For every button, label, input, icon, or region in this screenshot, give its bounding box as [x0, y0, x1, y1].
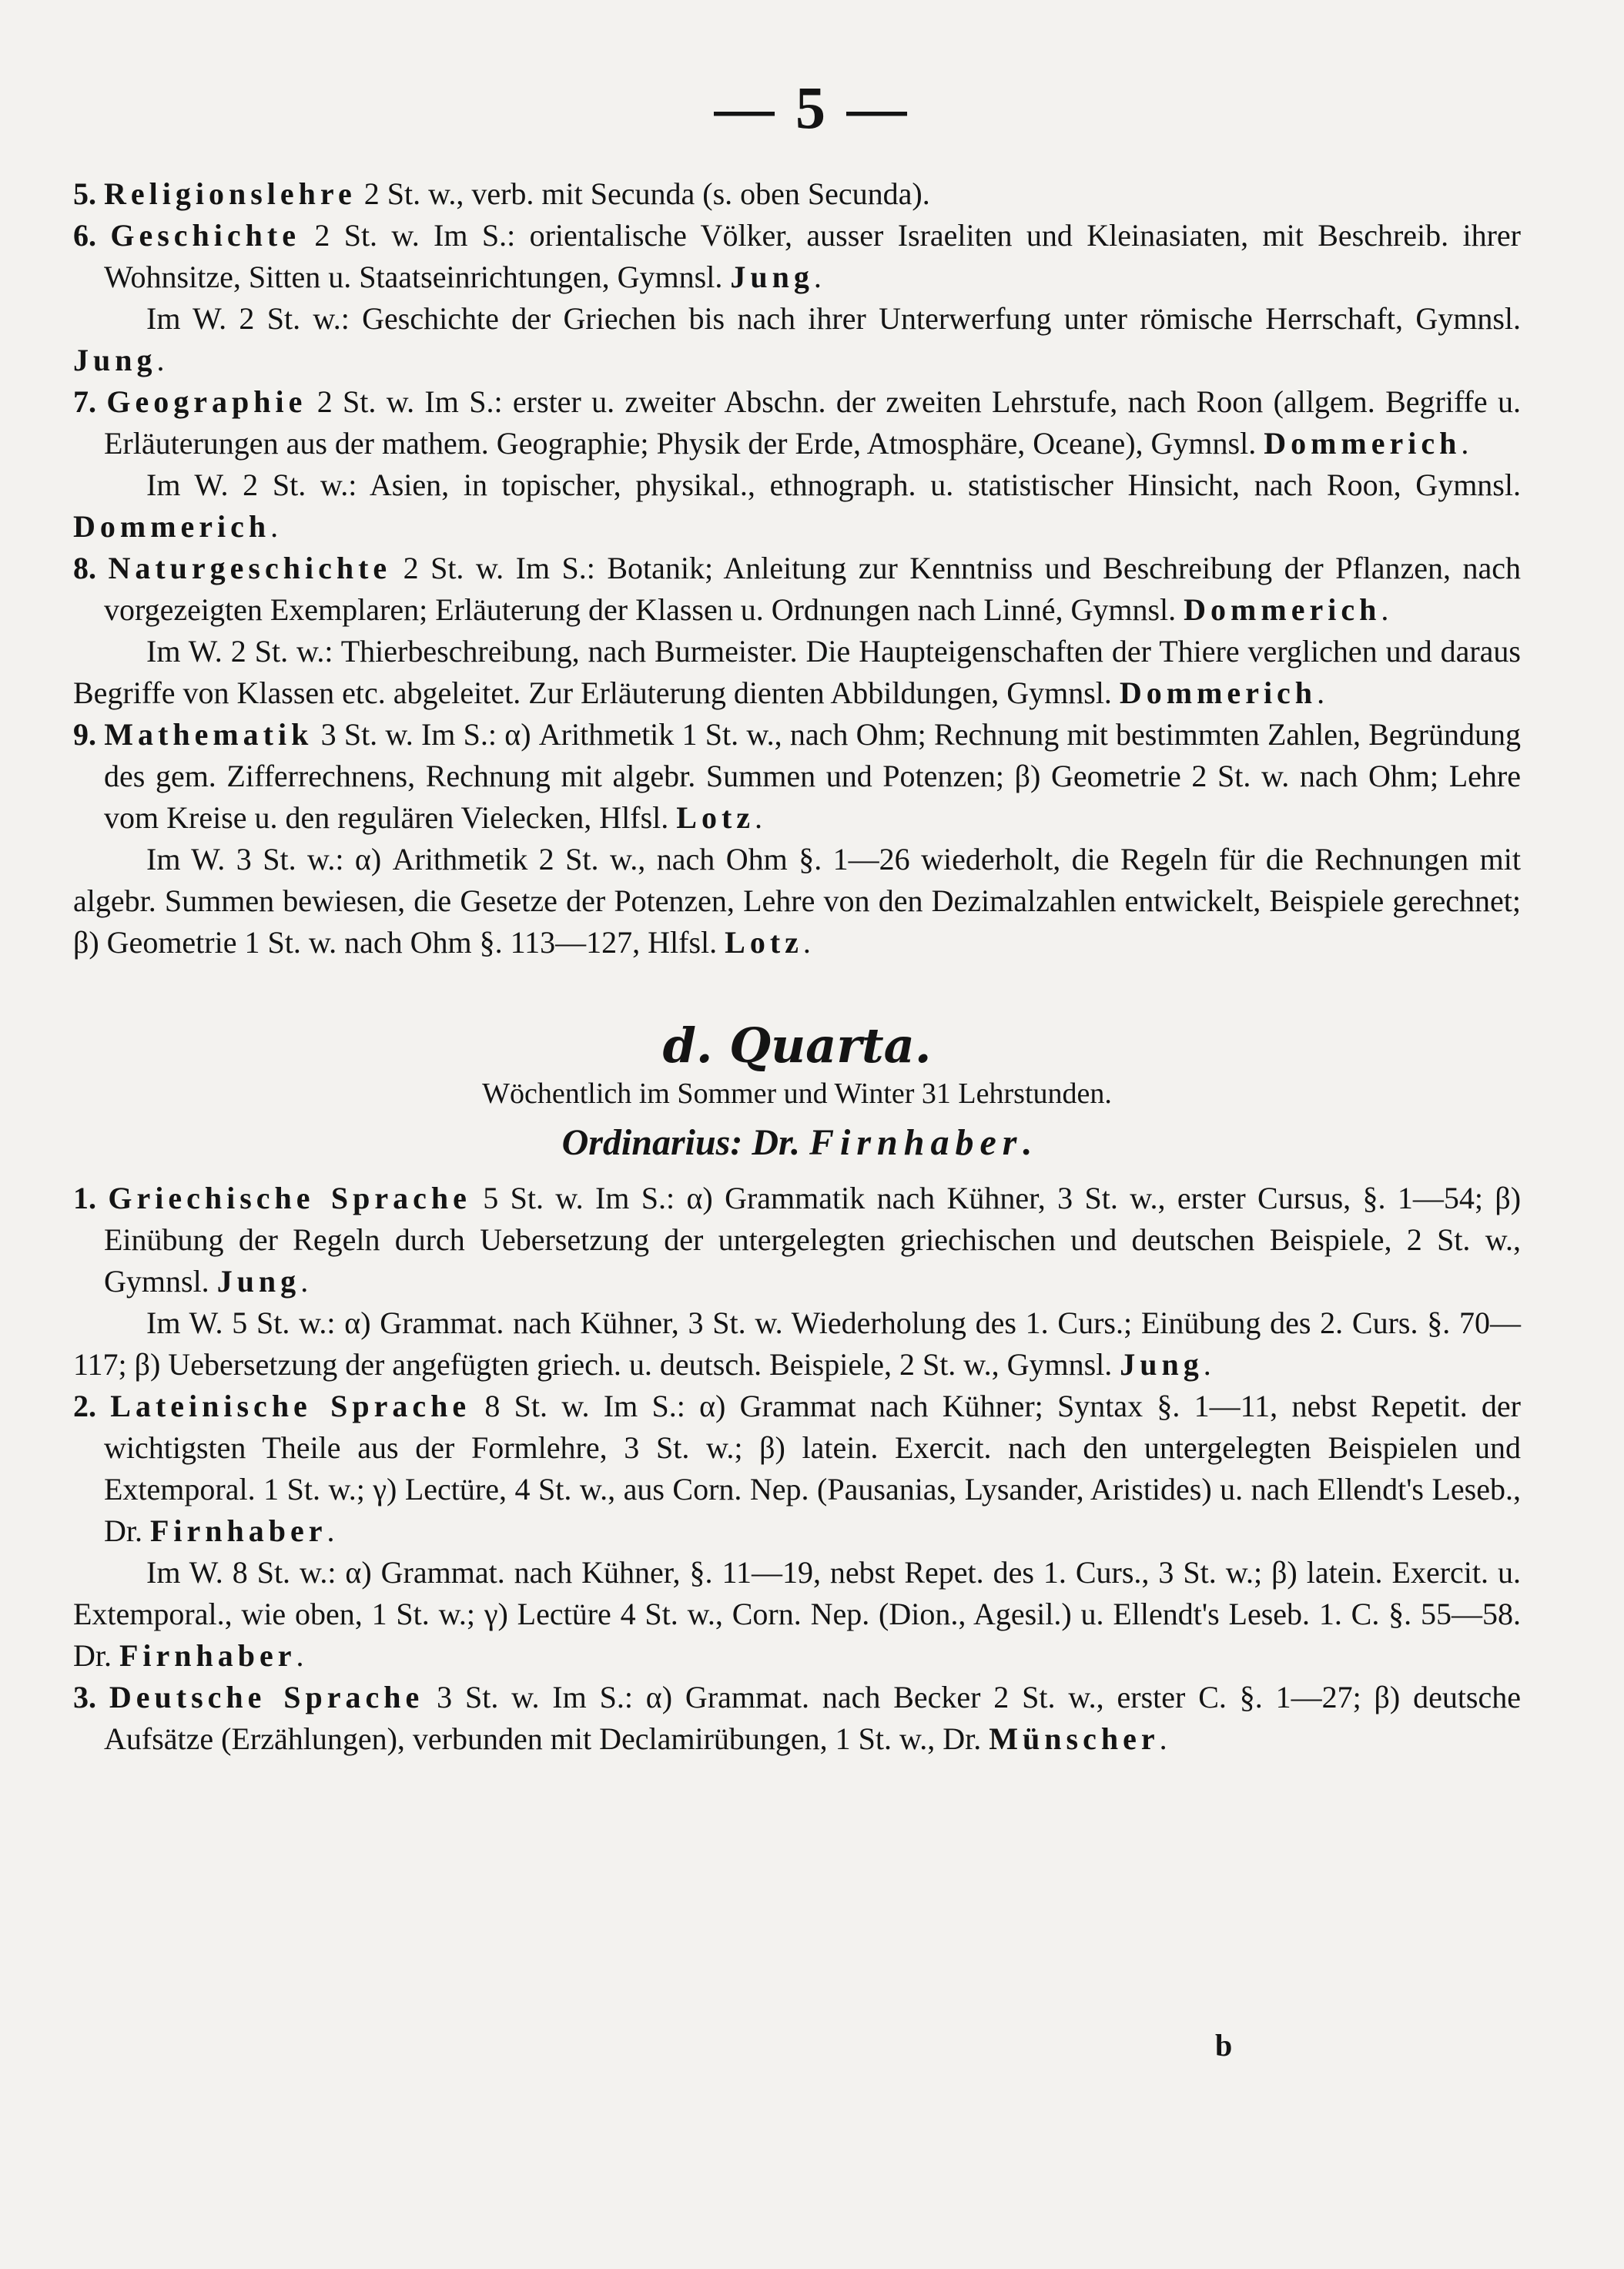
- lesson-subject: Mathematik: [104, 717, 313, 752]
- lesson-description: Im W. 2 St. w.: Thierbeschreibung, nach Burmeister. Die Haupteigenschaften der Thiere verglichen und daraus Begriffe von Klassen etc. abgeleitet. Zur Erläuterung dienten Abbildungen, Gymnsl.: [73, 634, 1521, 710]
- ordinarius-line: [73, 1122, 1521, 1164]
- lesson-description: Im W. 2 St. w.: Geschichte der Griechen bis nach ihrer Unterwerfung unter römische Herrschaft, Gymnsl.: [146, 301, 1521, 336]
- lesson-subject: Lateinische Sprache: [110, 1389, 471, 1423]
- sentence-end: .: [300, 1264, 309, 1299]
- sentence-end: .: [326, 1513, 335, 1548]
- sentence-end: .: [156, 343, 165, 377]
- lesson-description: 2 St. w. Im S.: Botanik; Anleitung zur Kenntniss und Beschreibung der Pflanzen, nach vorgezeigten Exemplaren; Erläuterung der Klassen u. Ordnungen nach Linné, Gymnsl.: [104, 551, 1521, 627]
- teacher-name: Jung: [73, 343, 157, 377]
- lesson-number: 9.: [73, 717, 96, 752]
- lesson-number: 6.: [73, 218, 96, 253]
- teacher-name: Firnhaber: [150, 1513, 327, 1548]
- lesson-description: 3 St. w. Im S.: α) Arithmetik 1 St. w., nach Ohm; Rechnung mit bestimmten Zahlen, Begründung des gem. Zifferrechnens, Rechnung mit algebr. Summen und Potenzen; β) Geometrie 2 St. w. nach Ohm; Lehre vom Kreise u. den regulären Vielecken, Hlfsl.: [104, 717, 1521, 835]
- ordinarius-label: Ordinarius: Dr.: [561, 1122, 810, 1163]
- lesson-number: 3.: [73, 1680, 96, 1714]
- teacher-name: Münscher: [989, 1721, 1160, 1756]
- lesson-description: 2 St. w. Im S.: orientalische Völker, ausser Israeliten und Kleinasiaten, mit Beschreib. ihrer Wohnsitze, Sitten u. Staatseinrichtungen, Gymnsl.: [104, 218, 1521, 294]
- lesson-description: 5 St. w. Im S.: α) Grammatik nach Kühner, 3 St. w., erster Cursus, §. 1—54; β) Einübung der Regeln durch Uebersetzung der untergelegten griechischen und deutschen Beispiele, 2 St. w., Gymnsl.: [104, 1181, 1522, 1299]
- upper-lessons-list: [73, 173, 1521, 964]
- sentence-end: .: [1159, 1721, 1167, 1756]
- lesson-description: 2 St. w. Im S.: erster u. zweiter Abschn. der zweiten Lehrstufe, nach Roon (allgem. Begriffe u. Erläuterungen aus der mathem. Geographie; Physik der Erde, Atmosphäre, Oceane), Gymnsl.: [104, 384, 1521, 461]
- page-number: — 5 —: [714, 74, 910, 141]
- sentence-end: .: [1461, 426, 1469, 461]
- teacher-name: Jung: [730, 260, 814, 294]
- lesson-entry: [73, 1677, 1521, 1760]
- lesson-entry: [73, 714, 1521, 839]
- lesson-subject: Griechische Sprache: [108, 1181, 471, 1215]
- lesson-winter-entry: [73, 298, 1521, 381]
- lesson-entry: [73, 381, 1521, 464]
- lesson-number: 5.: [73, 176, 96, 211]
- lesson-description: Im W. 3 St. w.: α) Arithmetik 2 St. w., nach Ohm §. 1—26 wiederholt, die Regeln für die Rechnungen mit algebr. Summen bewiesen, die Gesetze der Potenzen, Lehre von den Dezimalzahlen entwickelt, Beispiele gerechnet; β) Geometrie 1 St. w. nach Ohm §. 113—127, Hlfsl.: [73, 842, 1521, 960]
- lesson-winter-entry: [73, 464, 1521, 548]
- lesson-entry: [73, 173, 1521, 215]
- lesson-description: Im W. 8 St. w.: α) Grammat. nach Kühner, §. 11—19, nebst Repet. des 1. Curs., 3 St. w.; β) latein. Exercit. u. Extemporal., wie oben, 1 St. w.; γ) Lectüre 4 St. w., Corn. Nep. (Dion., Agesil.) u. Ellendt's Leseb. 1. C. §. 55—58. Dr.: [73, 1555, 1521, 1673]
- sentence-end: .: [802, 925, 811, 960]
- lesson-subject: Deutsche Sprache: [109, 1680, 424, 1714]
- lesson-number: 7.: [73, 384, 96, 419]
- teacher-name: Dommerich: [1119, 675, 1318, 710]
- lesson-number: 8.: [73, 551, 96, 585]
- teacher-name: Firnhaber: [119, 1638, 296, 1673]
- lesson-number: 1.: [73, 1181, 96, 1215]
- sentence-end: .: [1317, 675, 1325, 710]
- lesson-description: 8 St. w. Im S.: α) Grammat nach Kühner; Syntax §. 1—11, nebst Repetit. der wichtigsten Theile aus der Formlehre, 3 St. w.; β) latein. Exercit. nach den untergelegten Beispielen und Extemporal. 1 St. w.; γ) Lectüre, 4 St. w., aus Corn. Nep. (Pausanias, Lysander, Aristides) u. nach Ellendt's Leseb., Dr.: [104, 1389, 1521, 1548]
- lesson-winter-entry: [73, 1302, 1521, 1386]
- lesson-entry: [73, 1386, 1521, 1552]
- ordinarius-name: Firnhaber: [809, 1122, 1023, 1163]
- lesson-winter-entry: [73, 1552, 1521, 1677]
- lesson-entry: [73, 1178, 1521, 1302]
- signature-mark: b: [1215, 2028, 1233, 2063]
- sentence-end: .: [1381, 592, 1389, 627]
- teacher-name: Jung: [216, 1264, 301, 1299]
- sentence-end: .: [813, 260, 822, 294]
- sentence-end: .: [755, 800, 763, 835]
- teacher-name: Jung: [1120, 1347, 1204, 1382]
- teacher-name: Dommerich: [1264, 426, 1462, 461]
- lesson-winter-entry: [73, 839, 1521, 964]
- lesson-description: Im W. 5 St. w.: α) Grammat. nach Kühner, 3 St. w. Wiederholung des 1. Curs.; Einübung des 2. Curs. §. 70—117; β) Uebersetzung der angefügten griech. u. deutsch. Beispiele, 2 St. w., Gymnsl.: [73, 1305, 1521, 1382]
- ordinarius-end: .: [1023, 1122, 1033, 1163]
- lesson-subject: Geschichte: [110, 218, 300, 253]
- lesson-subject: Naturgeschichte: [108, 551, 392, 585]
- section-heading: d. Quarta.: [662, 1017, 932, 1074]
- lesson-description: 2 St. w., verb. mit Secunda (s. oben Secunda).: [356, 176, 930, 211]
- quarta-lessons-list: [73, 1178, 1521, 1760]
- lesson-entry: [73, 548, 1521, 631]
- lesson-description: Im W. 2 St. w.: Asien, in topischer, physikal., ethnograph. u. statistischer Hinsicht, nach Roon, Gymnsl.: [146, 468, 1521, 502]
- teacher-name: Lotz: [676, 800, 755, 835]
- lesson-subject: Geographie: [106, 384, 307, 419]
- section-spacer: [73, 964, 1521, 1002]
- lesson-entry: [73, 215, 1521, 298]
- lesson-winter-entry: [73, 631, 1521, 714]
- lesson-number: 2.: [73, 1389, 96, 1423]
- sentence-end: .: [296, 1638, 304, 1673]
- lesson-description: 3 St. w. Im S.: α) Grammat. nach Becker 2 St. w., erster C. §. 1—27; β) deutsche Aufsätze (Erzählungen), verbunden mit Declamirübungen, 1 St. w., Dr.: [104, 1680, 1522, 1756]
- sentence-end: .: [270, 509, 279, 544]
- teacher-name: Lotz: [725, 925, 803, 960]
- teacher-name: Dommerich: [73, 509, 271, 544]
- page-body: [73, 173, 1521, 1760]
- lesson-subject: Religionslehre: [104, 176, 357, 211]
- weekly-hours-line: Wöchentlich im Sommer und Winter 31 Lehrstunden.: [482, 1078, 1112, 1110]
- teacher-name: Dommerich: [1184, 592, 1381, 627]
- sentence-end: .: [1203, 1347, 1211, 1382]
